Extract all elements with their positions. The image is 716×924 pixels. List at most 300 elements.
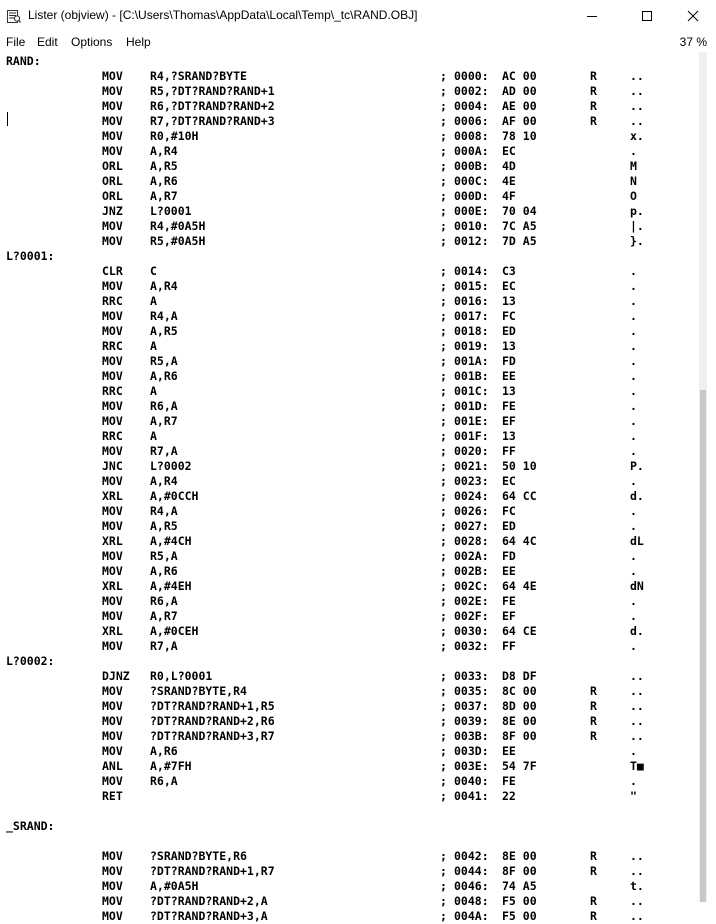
mnemonic: XRL <box>102 624 123 638</box>
mnemonic: MOV <box>102 234 123 248</box>
comment-marker: ; <box>440 729 447 743</box>
ascii-dump: . <box>630 294 637 308</box>
address: 000E: <box>454 204 489 218</box>
instruction-line <box>0 474 699 489</box>
comment-marker: ; <box>440 519 447 533</box>
operands: ?DT?RAND?RAND+3,R7 <box>150 729 275 743</box>
operands: C <box>150 264 157 278</box>
address: 0026: <box>454 504 489 518</box>
comment-marker: ; <box>440 429 447 443</box>
relocation-flag: R <box>590 699 597 713</box>
comment-marker: ; <box>440 459 447 473</box>
mnemonic: ORL <box>102 174 123 188</box>
operands: R4,A <box>150 504 178 518</box>
comment-marker: ; <box>440 609 447 623</box>
code-label-line <box>0 249 699 264</box>
operands: ?DT?RAND?RAND+2,A <box>150 894 268 908</box>
instruction-line <box>0 129 699 144</box>
ascii-dump: dL <box>630 534 644 548</box>
mnemonic: MOV <box>102 99 123 113</box>
opcode-bytes: FD <box>502 354 516 368</box>
mnemonic: MOV <box>102 324 123 338</box>
instruction-line <box>0 684 699 699</box>
address: 0012: <box>454 234 489 248</box>
menu-edit[interactable]: Edit <box>37 35 58 49</box>
operands: R5,A <box>150 549 178 563</box>
operands: A,#4CH <box>150 534 192 548</box>
opcode-bytes: ED <box>502 519 516 533</box>
operands: A,R6 <box>150 369 178 383</box>
instruction-line <box>0 309 699 324</box>
instruction-line <box>0 489 699 504</box>
opcode-bytes: EF <box>502 414 516 428</box>
opcode-bytes: EE <box>502 369 516 383</box>
instruction-line <box>0 729 699 744</box>
address: 0015: <box>454 279 489 293</box>
address: 0032: <box>454 639 489 653</box>
ascii-dump: .. <box>630 714 644 728</box>
opcode-bytes: EC <box>502 474 516 488</box>
mnemonic: MOV <box>102 399 123 413</box>
instruction-line <box>0 789 699 804</box>
comment-marker: ; <box>440 639 447 653</box>
ascii-dump: . <box>630 309 637 323</box>
relocation-flag: R <box>590 69 597 83</box>
opcode-bytes: EE <box>502 744 516 758</box>
instruction-line <box>0 594 699 609</box>
mnemonic: MOV <box>102 129 123 143</box>
mnemonic: MOV <box>102 714 123 728</box>
opcode-bytes: FE <box>502 399 516 413</box>
comment-marker: ; <box>440 474 447 488</box>
minimize-button[interactable] <box>569 0 615 32</box>
mnemonic: ANL <box>102 759 123 773</box>
mnemonic: RET <box>102 789 123 803</box>
address: 0018: <box>454 324 489 338</box>
comment-marker: ; <box>440 669 447 683</box>
menu-file[interactable]: File <box>6 35 26 49</box>
operands: A,R7 <box>150 414 178 428</box>
comment-marker: ; <box>440 444 447 458</box>
ascii-dump: N <box>630 174 637 188</box>
operands: A <box>150 339 157 353</box>
ascii-dump: .. <box>630 849 644 863</box>
ascii-dump: .. <box>630 114 644 128</box>
operands: R5,?DT?RAND?RAND+1 <box>150 84 275 98</box>
ascii-dump: .. <box>630 684 644 698</box>
comment-marker: ; <box>440 354 447 368</box>
instruction-line <box>0 99 699 114</box>
instruction-line <box>0 579 699 594</box>
mnemonic: ORL <box>102 189 123 203</box>
comment-marker: ; <box>440 114 447 128</box>
mnemonic: MOV <box>102 114 123 128</box>
ascii-dump: T■ <box>630 759 644 773</box>
mnemonic: MOV <box>102 909 123 923</box>
mnemonic: MOV <box>102 144 123 158</box>
minimize-icon <box>587 11 597 21</box>
comment-marker: ; <box>440 774 447 788</box>
address: 0042: <box>454 849 489 863</box>
ascii-dump: " <box>630 789 637 803</box>
relocation-flag: R <box>590 684 597 698</box>
opcode-bytes: EC <box>502 144 516 158</box>
address: 0046: <box>454 879 489 893</box>
operands: ?DT?RAND?RAND+2,R6 <box>150 714 275 728</box>
ascii-dump: . <box>630 474 637 488</box>
comment-marker: ; <box>440 549 447 563</box>
opcode-bytes: FD <box>502 549 516 563</box>
comment-marker: ; <box>440 144 447 158</box>
operands: A,#0CEH <box>150 624 199 638</box>
address: 001B: <box>454 369 489 383</box>
opcode-bytes: FE <box>502 594 516 608</box>
address: 004A: <box>454 909 489 923</box>
operands: R5,#0A5H <box>150 234 206 248</box>
address: 003B: <box>454 729 489 743</box>
operands: A,R4 <box>150 474 178 488</box>
comment-marker: ; <box>440 534 447 548</box>
ascii-dump: . <box>630 444 637 458</box>
instruction-line <box>0 714 699 729</box>
instruction-line <box>0 894 699 909</box>
ascii-dump: t. <box>630 879 644 893</box>
mnemonic: MOV <box>102 519 123 533</box>
comment-marker: ; <box>440 279 447 293</box>
operands: A,#7FH <box>150 759 192 773</box>
ascii-dump: .. <box>630 69 644 83</box>
operands: R4,#0A5H <box>150 219 206 233</box>
address: 002E: <box>454 594 489 608</box>
ascii-dump: . <box>630 399 637 413</box>
address: 0023: <box>454 474 489 488</box>
comment-marker: ; <box>440 234 447 248</box>
opcode-bytes: 8D 00 <box>502 699 537 713</box>
ascii-dump: O <box>630 189 637 203</box>
ascii-dump: . <box>630 744 637 758</box>
instruction-line <box>0 219 699 234</box>
ascii-dump: .. <box>630 699 644 713</box>
operands: R6,?DT?RAND?RAND+2 <box>150 99 275 113</box>
ascii-dump: .. <box>630 99 644 113</box>
instruction-line <box>0 909 699 924</box>
operands: R6,A <box>150 399 178 413</box>
comment-marker: ; <box>440 309 447 323</box>
comment-marker: ; <box>440 864 447 878</box>
ascii-dump: .. <box>630 894 644 908</box>
blank-line <box>0 834 699 849</box>
mnemonic: MOV <box>102 84 123 98</box>
operands: A <box>150 429 157 443</box>
address: 0020: <box>454 444 489 458</box>
instruction-line <box>0 69 699 84</box>
instruction-line <box>0 549 699 564</box>
mnemonic: CLR <box>102 264 123 278</box>
mnemonic: DJNZ <box>102 669 130 683</box>
instruction-line <box>0 459 699 474</box>
lister-app-icon[interactable] <box>7 9 21 23</box>
mnemonic: MOV <box>102 729 123 743</box>
instruction-line <box>0 114 699 129</box>
ascii-dump: . <box>630 609 637 623</box>
ascii-dump: dN <box>630 579 644 593</box>
instruction-line <box>0 639 699 654</box>
operands: A,R7 <box>150 189 178 203</box>
address: 0044: <box>454 864 489 878</box>
address: 0021: <box>454 459 489 473</box>
instruction-line <box>0 849 699 864</box>
mnemonic: MOV <box>102 594 123 608</box>
address: 0027: <box>454 519 489 533</box>
relocation-flag: R <box>590 99 597 113</box>
comment-marker: ; <box>440 564 447 578</box>
ascii-dump: d. <box>630 624 644 638</box>
comment-marker: ; <box>440 759 447 773</box>
relocation-flag: R <box>590 864 597 878</box>
opcode-bytes: C3 <box>502 264 516 278</box>
opcode-bytes: 8F 00 <box>502 729 537 743</box>
address: 0039: <box>454 714 489 728</box>
instruction-line <box>0 414 699 429</box>
close-icon <box>688 11 698 21</box>
instruction-line <box>0 504 699 519</box>
operands: R0,#10H <box>150 129 199 143</box>
opcode-bytes: EC <box>502 279 516 293</box>
address: 0006: <box>454 114 489 128</box>
ascii-dump: P. <box>630 459 644 473</box>
operands: L?0002 <box>150 459 192 473</box>
address: 000D: <box>454 189 489 203</box>
ascii-dump: . <box>630 384 637 398</box>
code-label: L?0002: <box>6 654 55 668</box>
instruction-line <box>0 159 699 174</box>
address: 003E: <box>454 759 489 773</box>
menu-bar <box>0 32 707 52</box>
mnemonic: MOV <box>102 609 123 623</box>
ascii-dump: . <box>630 369 637 383</box>
opcode-bytes: AD 00 <box>502 84 537 98</box>
operands: A,R7 <box>150 609 178 623</box>
menu-help[interactable]: Help <box>126 35 151 49</box>
relocation-flag: R <box>590 729 597 743</box>
address: 0019: <box>454 339 489 353</box>
comment-marker: ; <box>440 264 447 278</box>
comment-marker: ; <box>440 489 447 503</box>
mnemonic: MOV <box>102 639 123 653</box>
comment-marker: ; <box>440 894 447 908</box>
address: 0008: <box>454 129 489 143</box>
relocation-flag: R <box>590 714 597 728</box>
opcode-bytes: 74 A5 <box>502 879 537 893</box>
scrollbar-thumb[interactable] <box>700 390 706 902</box>
address: 002F: <box>454 609 489 623</box>
operands: A,R6 <box>150 564 178 578</box>
instruction-line <box>0 84 699 99</box>
mnemonic: RRC <box>102 339 123 353</box>
ascii-dump: .. <box>630 669 644 683</box>
opcode-bytes: 4E <box>502 174 516 188</box>
opcode-bytes: 64 CC <box>502 489 537 503</box>
opcode-bytes: FC <box>502 504 516 518</box>
code-label-line <box>0 654 699 669</box>
opcode-bytes: ED <box>502 324 516 338</box>
comment-marker: ; <box>440 909 447 923</box>
comment-marker: ; <box>440 789 447 803</box>
comment-marker: ; <box>440 294 447 308</box>
address: 0033: <box>454 669 489 683</box>
ascii-dump: . <box>630 594 637 608</box>
comment-marker: ; <box>440 324 447 338</box>
opcode-bytes: 8C 00 <box>502 684 537 698</box>
opcode-bytes: 8E 00 <box>502 849 537 863</box>
operands: L?0001 <box>150 204 192 218</box>
ascii-dump: .. <box>630 729 644 743</box>
opcode-bytes: FF <box>502 444 516 458</box>
mnemonic: XRL <box>102 579 123 593</box>
mnemonic: ORL <box>102 159 123 173</box>
ascii-dump: . <box>630 429 637 443</box>
mnemonic: MOV <box>102 219 123 233</box>
comment-marker: ; <box>440 399 447 413</box>
opcode-bytes: FF <box>502 639 516 653</box>
mnemonic: MOV <box>102 699 123 713</box>
instruction-line <box>0 144 699 159</box>
text-cursor <box>7 112 8 126</box>
relocation-flag: R <box>590 894 597 908</box>
comment-marker: ; <box>440 84 447 98</box>
opcode-bytes: 8E 00 <box>502 714 537 728</box>
operands: A,R6 <box>150 744 178 758</box>
code-label-line <box>0 54 699 69</box>
comment-marker: ; <box>440 159 447 173</box>
comment-marker: ; <box>440 594 447 608</box>
address: 0024: <box>454 489 489 503</box>
address: 0040: <box>454 774 489 788</box>
ascii-dump: .. <box>630 84 644 98</box>
operands: R6,A <box>150 774 178 788</box>
comment-marker: ; <box>440 744 447 758</box>
opcode-bytes: 70 04 <box>502 204 537 218</box>
comment-marker: ; <box>440 99 447 113</box>
mnemonic: MOV <box>102 564 123 578</box>
instruction-line <box>0 609 699 624</box>
instruction-line <box>0 744 699 759</box>
operands: ?DT?RAND?RAND+1,R7 <box>150 864 275 878</box>
opcode-bytes: 78 10 <box>502 129 537 143</box>
address: 000C: <box>454 174 489 188</box>
address: 002A: <box>454 549 489 563</box>
comment-marker: ; <box>440 129 447 143</box>
address: 002C: <box>454 579 489 593</box>
opcode-bytes: 64 4C <box>502 534 537 548</box>
address: 0048: <box>454 894 489 908</box>
ascii-dump: .. <box>630 909 644 923</box>
mnemonic: MOV <box>102 369 123 383</box>
opcode-bytes: D8 DF <box>502 669 537 683</box>
opcode-bytes: 13 <box>502 339 516 353</box>
opcode-bytes: AF 00 <box>502 114 537 128</box>
code-label-line <box>0 819 699 834</box>
menu-options[interactable]: Options <box>71 35 113 49</box>
listing-view[interactable] <box>0 52 699 923</box>
opcode-bytes: 13 <box>502 429 516 443</box>
opcode-bytes: EE <box>502 564 516 578</box>
instruction-line <box>0 564 699 579</box>
title-bar <box>0 0 707 32</box>
close-button[interactable] <box>670 0 716 32</box>
operands: R7,?DT?RAND?RAND+3 <box>150 114 275 128</box>
operands: R4,A <box>150 309 178 323</box>
comment-marker: ; <box>440 849 447 863</box>
ascii-dump: x. <box>630 129 644 143</box>
address: 0041: <box>454 789 489 803</box>
opcode-bytes: 7D A5 <box>502 234 537 248</box>
opcode-bytes: 13 <box>502 384 516 398</box>
instruction-line <box>0 879 699 894</box>
instruction-line <box>0 399 699 414</box>
instruction-line <box>0 669 699 684</box>
opcode-bytes: 64 4E <box>502 579 537 593</box>
opcode-bytes: 4D <box>502 159 516 173</box>
ascii-dump: . <box>630 564 637 578</box>
address: 0014: <box>454 264 489 278</box>
ascii-dump: M <box>630 159 637 173</box>
operands: A,R5 <box>150 519 178 533</box>
mnemonic: MOV <box>102 504 123 518</box>
ascii-dump: d. <box>630 489 644 503</box>
relocation-flag: R <box>590 114 597 128</box>
operands: R7,A <box>150 444 178 458</box>
opcode-bytes: FC <box>502 309 516 323</box>
mnemonic: RRC <box>102 429 123 443</box>
address: 001C: <box>454 384 489 398</box>
opcode-bytes: 4F <box>502 189 516 203</box>
mnemonic: JNZ <box>102 204 123 218</box>
ascii-dump: . <box>630 504 637 518</box>
operands: A <box>150 384 157 398</box>
instruction-line <box>0 174 699 189</box>
maximize-button[interactable] <box>624 0 670 32</box>
mnemonic: MOV <box>102 774 123 788</box>
vertical-scrollbar[interactable] <box>699 52 707 902</box>
instruction-line <box>0 864 699 879</box>
ascii-dump: . <box>630 144 637 158</box>
opcode-bytes: 64 CE <box>502 624 537 638</box>
comment-marker: ; <box>440 579 447 593</box>
instruction-line <box>0 339 699 354</box>
instruction-line <box>0 384 699 399</box>
opcode-bytes: EF <box>502 609 516 623</box>
comment-marker: ; <box>440 369 447 383</box>
mnemonic: RRC <box>102 384 123 398</box>
mnemonic: MOV <box>102 69 123 83</box>
address: 003D: <box>454 744 489 758</box>
ascii-dump: . <box>630 519 637 533</box>
comment-marker: ; <box>440 219 447 233</box>
address: 001D: <box>454 399 489 413</box>
instruction-line <box>0 294 699 309</box>
comment-marker: ; <box>440 879 447 893</box>
ascii-dump: . <box>630 639 637 653</box>
ascii-dump: . <box>630 414 637 428</box>
operands: R5,A <box>150 354 178 368</box>
ascii-dump: . <box>630 264 637 278</box>
address: 001E: <box>454 414 489 428</box>
comment-marker: ; <box>440 69 447 83</box>
ascii-dump: .. <box>630 864 644 878</box>
operands: ?DT?RAND?RAND+1,R5 <box>150 699 275 713</box>
operands: R4,?SRAND?BYTE <box>150 69 247 83</box>
